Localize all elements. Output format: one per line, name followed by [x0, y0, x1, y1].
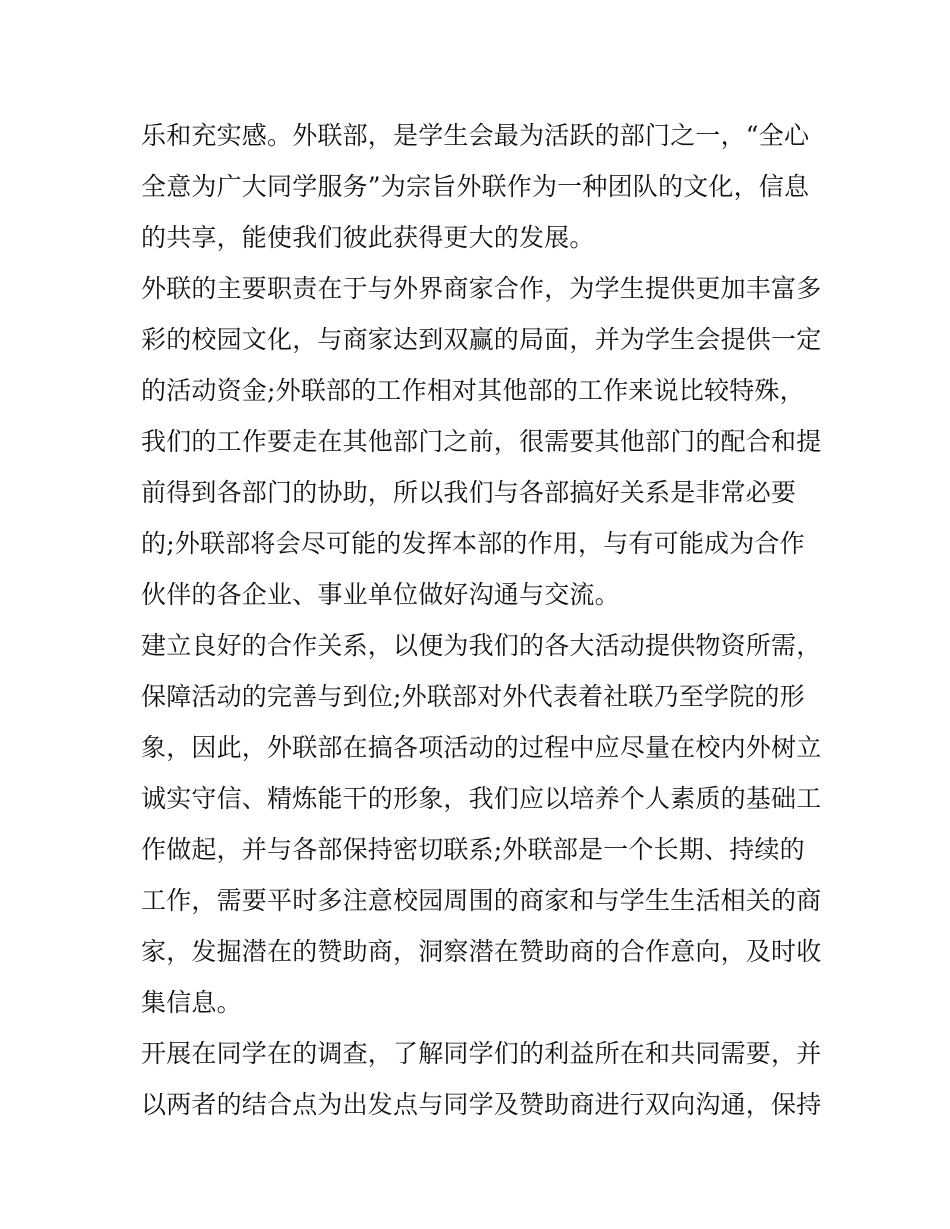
text-line: 建立良好的合作关系，以便为我们的各大活动提供物资所需， — [141, 631, 822, 660]
text-line: 集信息。 — [141, 988, 242, 1017]
text-line: 伙伴的各企业、事业单位做好沟通与交流。 — [141, 580, 620, 609]
text-line: 开展在同学在的调查，了解同学们的利益所在和共同需要，并 — [141, 1039, 822, 1068]
text-line: 作做起，并与各部保持密切联系;外联部是一个长期、持续的 — [141, 835, 805, 864]
text-line: 乐和充实感。外联部，是学生会最为活跃的部门之一，“全心 — [141, 121, 810, 150]
text-line: 的;外联部将会尽可能的发挥本部的作用，与有可能成为合作 — [141, 529, 805, 558]
text-line: 诚实守信、精炼能干的形象，我们应以培养个人素质的基础工 — [141, 784, 822, 813]
text-line: 全意为广大同学服务”为宗旨外联作为一种团队的文化，信息 — [141, 172, 810, 201]
text-line: 我们的工作要走在其他部门之前，很需要其他部门的配合和提 — [141, 427, 822, 456]
document-body — [141, 110, 821, 1130]
text-line: 以两者的结合点为出发点与同学及赞助商进行双向沟通，保持 — [141, 1090, 822, 1119]
text-line: 彩的校园文化，与商家达到双赢的局面，并为学生会提供一定 — [141, 325, 822, 354]
text-line: 象，因此，外联部在搞各项活动的过程中应尽量在校内外树立 — [141, 733, 822, 762]
text-line: 家，发掘潜在的赞助商，洞察潜在赞助商的合作意向，及时收 — [141, 937, 822, 966]
text-line: 的活动资金;外联部的工作相对其他部的工作来说比较特殊， — [141, 376, 805, 405]
text-line: 的共享，能使我们彼此获得更大的发展。 — [141, 223, 595, 252]
text-line: 工作，需要平时多注意校园周围的商家和与学生生活相关的商 — [141, 886, 822, 915]
text-line: 外联的主要职责在于与外界商家合作，为学生提供更加丰富多 — [141, 274, 822, 303]
text-line: 保障活动的完善与到位;外联部对外代表着社联乃至学院的形 — [141, 682, 805, 711]
text-line: 前得到各部门的协助，所以我们与各部搞好关系是非常必要 — [141, 478, 797, 507]
